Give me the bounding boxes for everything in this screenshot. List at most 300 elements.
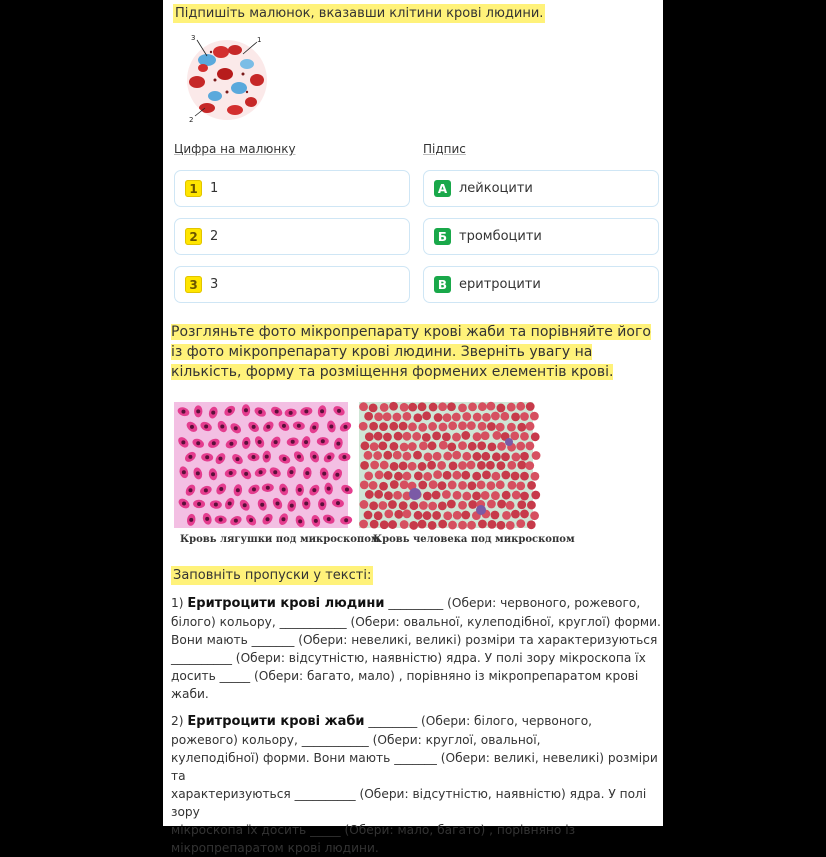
label-option-v[interactable] <box>423 266 659 303</box>
human-cell <box>383 433 392 442</box>
frog-cell-nucleus <box>182 502 186 506</box>
frog-cell-nucleus <box>252 425 256 429</box>
human-cell <box>364 471 373 480</box>
human-cell <box>447 500 456 509</box>
human-cell <box>461 471 470 480</box>
human-cell <box>373 451 382 460</box>
human-cell <box>458 461 467 470</box>
frog-cell-nucleus <box>219 518 223 522</box>
human-cell <box>472 491 481 500</box>
frog-cell-nucleus <box>273 470 277 474</box>
human-cell <box>486 461 495 470</box>
human-cell <box>501 452 510 461</box>
human-cell <box>449 462 458 471</box>
human-cell <box>487 422 496 431</box>
human-cell <box>458 441 467 450</box>
frog-cell-nucleus <box>211 411 215 415</box>
human-cell <box>530 412 539 421</box>
human-cell <box>418 462 427 471</box>
human-cell <box>530 511 539 520</box>
human-cell <box>433 470 442 479</box>
human-cell <box>482 413 491 422</box>
human-cell <box>443 413 452 422</box>
task1-title: Підпишіть малюнок, вказавши клітини крові людини. <box>175 6 544 21</box>
frog-cell-nucleus <box>244 472 248 476</box>
human-cell <box>434 413 443 422</box>
human-cell <box>525 461 534 470</box>
human-cell <box>412 432 421 441</box>
text-line: __________ (Обери: відсутністю, наявністю) ядра. У полі зору мікроскопа їх <box>171 651 646 665</box>
option-label: лейкоцити <box>459 181 533 196</box>
human-cell <box>467 521 476 530</box>
option-label: 3 <box>210 277 219 292</box>
human-cell <box>511 412 520 421</box>
human-cell <box>389 422 398 431</box>
human-cell <box>384 491 393 500</box>
human-cell <box>384 509 393 518</box>
human-cell <box>360 481 369 490</box>
frog-cell-nucleus <box>329 424 333 428</box>
human-cell <box>402 472 411 481</box>
human-cell <box>429 480 438 489</box>
frog-cell-nucleus <box>290 504 294 508</box>
number-option-2[interactable] <box>174 218 410 255</box>
frog-cell-nucleus <box>204 488 208 492</box>
human-cell <box>477 480 486 489</box>
human-cell <box>380 461 389 470</box>
human-cell <box>432 511 441 520</box>
text-line: 1) Еритроцити крові людини _________ (Обери: червоного, рожевого, <box>171 596 641 611</box>
paragraph-heading: Еритроцити крові жаби <box>187 714 365 729</box>
human-cell <box>408 442 417 451</box>
frog-cell-nucleus <box>266 425 270 429</box>
human-cell <box>408 403 417 412</box>
human-cell <box>487 481 496 490</box>
frog-cell-nucleus <box>275 502 279 506</box>
human-cell <box>402 412 411 421</box>
human-cell <box>500 412 509 421</box>
frog-cell-nucleus <box>196 471 200 475</box>
human-cell <box>370 442 379 451</box>
human-cell <box>516 402 525 411</box>
human-cell <box>467 421 476 430</box>
frog-cell-nucleus <box>189 518 193 522</box>
human-cell <box>492 472 501 481</box>
human-cell <box>369 422 378 431</box>
human-cell <box>506 501 515 510</box>
human-cell <box>443 471 452 480</box>
human-cell <box>378 501 387 510</box>
marker-2: 2 <box>189 116 194 124</box>
human-cell <box>422 411 431 420</box>
human-cell <box>442 490 451 499</box>
frog-cell-nucleus <box>297 424 301 428</box>
human-cell <box>438 501 447 510</box>
human-cell <box>438 481 447 490</box>
human-cell <box>458 481 467 490</box>
human-cell <box>517 500 526 509</box>
number-option-1[interactable] <box>174 170 410 207</box>
human-cell <box>467 481 476 490</box>
paragraph-human-erythrocytes <box>171 594 661 703</box>
human-cell <box>447 402 456 411</box>
human-cell <box>452 451 461 460</box>
frog-cell-nucleus <box>190 425 194 429</box>
frog-cell-nucleus <box>204 424 208 428</box>
human-cell <box>512 491 521 500</box>
frog-cell-nucleus <box>274 440 278 444</box>
human-cell <box>400 520 409 529</box>
human-cell <box>458 421 467 430</box>
frog-cell-nucleus <box>298 519 302 523</box>
human-cell <box>418 520 427 529</box>
frog-cell-nucleus <box>265 455 269 459</box>
human-cell <box>414 471 423 480</box>
paragraph-frog-erythrocytes <box>171 712 661 857</box>
human-cell <box>423 472 432 481</box>
human-cell <box>491 412 500 421</box>
human-cell <box>428 521 437 530</box>
human-cell <box>402 452 411 461</box>
label-option-b[interactable] <box>423 218 659 255</box>
human-cell <box>501 471 510 480</box>
frog-cell-nucleus <box>212 441 216 445</box>
frog-cell-nucleus <box>304 440 308 444</box>
text-line: Вони мають _______ (Обери: невеликі, великі) розміри та характеризуються <box>171 633 658 647</box>
human-cell <box>488 442 497 451</box>
human-cell <box>399 461 408 470</box>
human-cell <box>481 491 490 500</box>
human-cell <box>428 502 437 511</box>
frog-cell-nucleus <box>345 487 349 491</box>
human-cell <box>448 421 457 430</box>
human-cell <box>488 520 497 529</box>
frog-cell-nucleus <box>234 426 238 430</box>
human-cell <box>526 402 535 411</box>
frog-cell-nucleus <box>297 455 301 459</box>
frog-cell-nucleus <box>218 457 222 461</box>
human-cell <box>492 452 501 461</box>
human-cell <box>359 402 368 411</box>
human-cell <box>478 402 487 411</box>
paragraph-heading: Еритроцити крові людини <box>187 596 385 611</box>
human-cell <box>468 402 477 411</box>
frog-cell-nucleus <box>258 440 262 444</box>
human-cell <box>520 472 529 481</box>
human-cell <box>428 441 437 450</box>
frog-cell-nucleus <box>289 470 293 474</box>
human-cell <box>359 422 368 431</box>
human-cell <box>507 461 516 470</box>
frog-cell-nucleus <box>244 408 248 412</box>
human-cell <box>497 500 506 509</box>
text-line: мікропрепаратом крові людини. <box>171 841 379 855</box>
human-cell <box>388 520 397 529</box>
human-cell <box>477 441 486 450</box>
human-cell <box>369 501 378 510</box>
human-cell <box>461 431 470 440</box>
option-label: тромбоцити <box>459 229 542 244</box>
human-cell <box>374 511 383 520</box>
human-cell <box>383 451 392 460</box>
frog-cell-nucleus <box>205 455 209 459</box>
human-cell <box>516 519 525 528</box>
human-cell <box>527 501 536 510</box>
human-cell <box>481 431 490 440</box>
frog-cell-nucleus <box>291 440 295 444</box>
human-cell <box>400 403 409 412</box>
human-cell <box>394 510 403 519</box>
human-cell <box>419 441 428 450</box>
human-cell <box>413 451 422 460</box>
frog-cell-nucleus <box>343 425 347 429</box>
task2-text: Розгляньте фото мікропрепарату крові жаби та порівняйте його із фото мікропрепарату крові людини. Зверніть увагу на кількість, форму та розміщення формених елементів крові. <box>171 324 651 380</box>
human-cell <box>472 472 481 481</box>
human-cell <box>452 433 461 442</box>
human-cell <box>393 491 402 500</box>
human-cell <box>390 442 399 451</box>
text-line: білого) кольору, ___________ (Обери: овальної, кулеподібної, круглої) форми. <box>171 615 661 629</box>
human-cell <box>531 432 540 441</box>
human-cell <box>408 422 417 431</box>
option-label: 1 <box>210 181 219 196</box>
frog-cell-nucleus <box>289 411 293 415</box>
human-cell <box>370 461 379 470</box>
human-cell <box>527 481 536 490</box>
human-cell <box>393 413 402 422</box>
frog-cell-nucleus <box>205 517 209 521</box>
human-cell <box>502 491 511 500</box>
frog-cell-nucleus <box>228 502 232 506</box>
human-cell <box>462 412 471 421</box>
human-cell <box>413 413 422 422</box>
human-cell <box>508 481 517 490</box>
frog-cell-nucleus <box>344 518 348 522</box>
frog-cell-nucleus <box>252 487 256 491</box>
frog-cell-nucleus <box>260 503 264 507</box>
text-line: кулеподібної) форми. Вони мають _______ (Обери: великі, невеликі) розміри та <box>171 751 658 783</box>
frog-cell-nucleus <box>236 488 240 492</box>
human-cell <box>365 432 374 441</box>
frog-cell-nucleus <box>266 517 270 521</box>
human-cell <box>468 500 477 509</box>
text-line: жаби. <box>171 687 209 701</box>
human-cell <box>364 451 373 460</box>
human-cell <box>520 432 529 441</box>
human-cell <box>448 481 457 490</box>
frog-cell-nucleus <box>266 486 270 490</box>
human-cell <box>379 422 388 431</box>
human-cell <box>422 433 431 442</box>
human-cell <box>510 432 519 441</box>
text-line: досить _____ (Обери: багато, мало) , порівняно із мікропрепаратом крові <box>171 669 639 683</box>
human-cell <box>374 490 383 499</box>
human-cell <box>442 432 451 441</box>
frog-cell-nucleus <box>282 457 286 461</box>
human-cell <box>443 511 452 520</box>
label-option-a[interactable] <box>423 170 659 207</box>
human-cell <box>452 471 461 480</box>
human-cell <box>526 422 535 431</box>
human-cell <box>458 403 467 412</box>
human-cell <box>447 442 456 451</box>
human-cell <box>409 521 418 530</box>
human-cell <box>394 472 403 481</box>
human-cell <box>478 520 487 529</box>
human-cell <box>369 403 378 412</box>
human-cell <box>512 453 521 462</box>
human-cell <box>423 511 432 520</box>
frog-cell-nucleus <box>243 503 247 507</box>
human-cell <box>432 491 441 500</box>
frog-cell-nucleus <box>312 426 316 430</box>
human-cell <box>388 500 397 509</box>
human-cell <box>532 451 541 460</box>
frog-cell-nucleus <box>196 441 200 445</box>
human-cell <box>390 462 399 471</box>
frog-cell-nucleus <box>188 455 192 459</box>
human-cell <box>496 404 505 413</box>
human-cell <box>359 520 368 529</box>
human-cell <box>477 461 486 470</box>
human-cell <box>375 471 384 480</box>
human-cell <box>437 461 446 470</box>
frog-cell-nucleus <box>249 518 253 522</box>
frog-cell-nucleus <box>342 455 346 459</box>
human-cell <box>384 471 393 480</box>
worksheet-page <box>163 0 663 855</box>
frog-cell-nucleus <box>327 455 331 459</box>
human-cell <box>400 480 409 489</box>
human-cell <box>374 412 383 421</box>
human-cell <box>520 510 529 519</box>
human-cell <box>364 511 373 520</box>
frog-cell-nucleus <box>305 471 309 475</box>
task2-instructions <box>171 322 663 382</box>
frog-cell-nucleus <box>181 440 185 444</box>
frog-blood-photo <box>174 402 348 528</box>
frog-cell-nucleus <box>327 517 331 521</box>
human-photo-caption: Кровь человека под микроскопом <box>373 534 575 545</box>
human-cell <box>497 521 506 530</box>
frog-cell-nucleus <box>336 501 340 505</box>
frog-cell-nucleus <box>214 503 218 507</box>
human-cell <box>400 443 409 452</box>
human-cell <box>467 461 476 470</box>
human-cell <box>423 492 432 501</box>
frog-cell-nucleus <box>258 410 262 414</box>
letter-badge: Б <box>434 228 451 245</box>
frog-cell-nucleus <box>322 472 326 476</box>
human-cell <box>507 423 516 432</box>
human-cell <box>497 461 506 470</box>
human-cell <box>525 442 534 451</box>
frog-cell-nucleus <box>219 487 223 491</box>
right-column-header: Підпис <box>423 142 466 156</box>
human-cell <box>520 412 529 421</box>
text-line: 2) Еритроцити крові жаби ________ (Обери: білого, червоного, <box>171 714 593 729</box>
human-cell <box>462 492 471 501</box>
number-badge: 1 <box>185 180 202 197</box>
number-badge: 2 <box>185 228 202 245</box>
human-cell <box>448 521 457 530</box>
human-cell <box>360 500 369 509</box>
frog-cell-nucleus <box>304 409 308 413</box>
frog-cell-nucleus <box>312 488 316 492</box>
human-cell <box>409 501 418 510</box>
human-cell <box>383 412 392 421</box>
human-cell <box>439 441 448 450</box>
frog-cell-nucleus <box>220 425 224 429</box>
human-cell <box>433 452 442 461</box>
human-cell <box>390 480 399 489</box>
human-cell <box>402 432 411 441</box>
frog-cell-nucleus <box>282 487 286 491</box>
frog-cell-nucleus <box>234 519 238 523</box>
human-cell <box>403 509 412 518</box>
frog-cell-nucleus <box>321 439 325 443</box>
human-cell <box>427 461 436 470</box>
letter-badge: В <box>434 276 451 293</box>
human-cell <box>496 480 505 489</box>
human-cell <box>478 422 487 431</box>
human-cell <box>414 511 423 520</box>
frog-cell-nucleus <box>337 409 341 413</box>
frog-cell-nucleus <box>320 502 324 506</box>
frog-cell-nucleus <box>320 409 324 413</box>
human-cell <box>365 490 374 499</box>
human-cell <box>432 431 441 440</box>
frog-cell-nucleus <box>182 470 186 474</box>
human-cell <box>502 511 511 520</box>
human-cell <box>472 452 481 461</box>
human-cell <box>517 461 526 470</box>
human-cell <box>438 520 447 529</box>
human-cell <box>408 462 417 471</box>
human-cell <box>443 452 452 461</box>
option-label: еритроцити <box>459 277 541 292</box>
human-cell <box>369 481 378 490</box>
task3-title: Заповніть пропуски у тексті: <box>173 568 372 583</box>
human-cell <box>452 413 461 422</box>
human-cell <box>419 501 428 510</box>
human-cell <box>380 403 389 412</box>
human-cell <box>507 403 516 412</box>
human-cell <box>418 423 427 432</box>
human-cell <box>399 501 408 510</box>
human-cell <box>453 491 462 500</box>
human-cell <box>389 402 398 411</box>
human-cell <box>360 461 369 470</box>
number-option-3[interactable] <box>174 266 410 303</box>
human-cell <box>379 482 388 491</box>
human-cell <box>378 441 387 450</box>
frog-cell-nucleus <box>327 487 331 491</box>
frog-cell-nucleus <box>181 410 185 414</box>
frog-cell-nucleus <box>281 517 285 521</box>
frog-cell-nucleus <box>229 442 233 446</box>
human-cell <box>517 423 526 432</box>
human-cell <box>380 520 389 529</box>
frog-cell-nucleus <box>244 441 248 445</box>
frog-cell-nucleus <box>196 409 200 413</box>
human-cell <box>531 472 540 481</box>
frog-cell-nucleus <box>314 519 318 523</box>
human-cell <box>491 511 500 520</box>
marker-3: 3 <box>191 34 196 42</box>
human-cell <box>492 431 501 440</box>
human-cell <box>418 402 427 411</box>
